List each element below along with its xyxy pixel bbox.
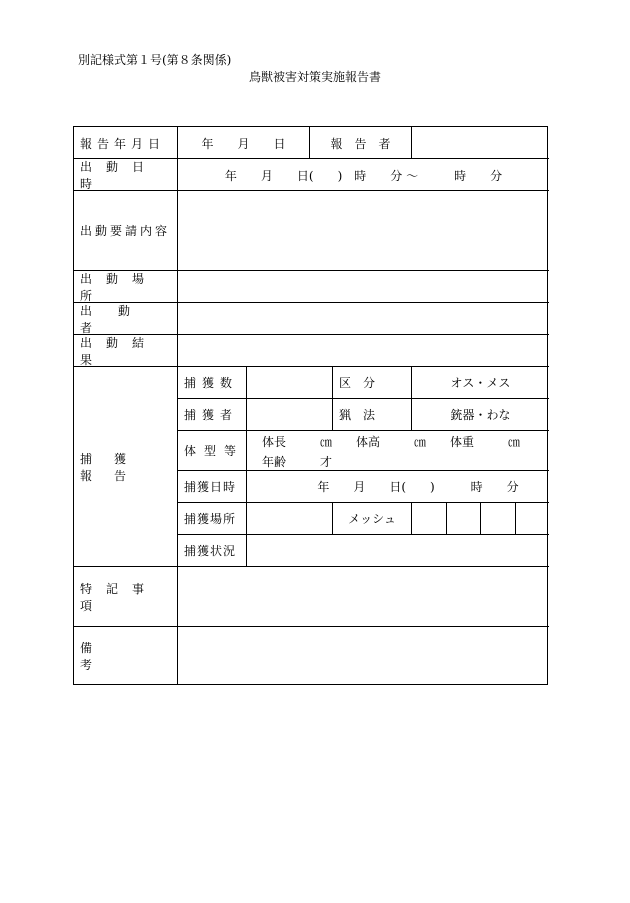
body-weight-unit: ㎝ [508, 435, 521, 449]
dispatcher-field[interactable] [177, 302, 549, 334]
dispatch-request-field[interactable] [177, 190, 549, 270]
dispatch-result-label-text: 出動結果 [80, 335, 159, 367]
capture-report-label [74, 366, 177, 566]
capture-status-field[interactable] [246, 534, 549, 566]
special-notes-label [74, 566, 177, 626]
body-height-unit: ㎝ [414, 435, 427, 449]
capture-place-label-text: 捕獲場所 [184, 512, 237, 526]
capture-datetime-label [177, 470, 246, 502]
mesh-cell-1[interactable] [411, 502, 446, 534]
dispatch-request-label [74, 190, 177, 270]
dispatch-datetime-value: 年 月 日( ) 時 分 〜 時 分 [224, 168, 503, 183]
capture-count-label [177, 366, 246, 398]
dispatcher-label [74, 302, 177, 334]
sex-field[interactable] [411, 366, 549, 398]
remarks-label-text: 備考 [80, 640, 163, 672]
capture-datetime-label-text: 捕獲日時 [184, 480, 237, 494]
mesh-cell-4[interactable] [515, 502, 549, 534]
report-date-value: 年 月 日 [201, 136, 286, 151]
dispatch-place-field[interactable] [177, 270, 549, 302]
mesh-cell-2[interactable] [446, 502, 480, 534]
category-label [332, 366, 411, 398]
report-date-label [74, 127, 177, 159]
report-form-table [73, 126, 548, 685]
reporter-label-text: 報 告 者 [330, 136, 391, 151]
method-label-text: 猟 法 [339, 408, 376, 422]
mesh-cell-3[interactable] [480, 502, 515, 534]
reporter-label [309, 127, 411, 159]
capturer-field[interactable] [246, 398, 332, 430]
capture-status-label [177, 534, 246, 566]
capture-count-field[interactable] [246, 366, 332, 398]
capture-count-label-text: 捕獲数 [184, 376, 239, 390]
body-type-label-text: 体型等 [184, 444, 245, 458]
body-type-label [177, 430, 246, 470]
special-notes-label-text: 特記事項 [80, 581, 159, 613]
dispatcher-label-text: 出動者 [80, 303, 157, 335]
capturer-label [177, 398, 246, 430]
report-date-label-text: 報告年月日 [80, 136, 166, 151]
body-length-label: 体長 [262, 435, 287, 449]
category-label-text: 区 分 [339, 376, 376, 390]
special-notes-field[interactable] [177, 566, 549, 626]
remarks-label [74, 626, 177, 684]
age-label: 年齢 [262, 455, 287, 469]
method-field[interactable] [411, 398, 549, 430]
capturer-label-text: 捕獲者 [184, 408, 239, 422]
capture-datetime-value: 年 月 日( ) 時 分 [317, 480, 519, 494]
form-number-label: 別記様式第１号(第８条関係) [78, 53, 232, 67]
mesh-label-text: メッシュ [348, 512, 396, 526]
body-weight-label: 体重 [450, 435, 475, 449]
dispatch-datetime-label [74, 158, 177, 191]
dispatch-datetime-field[interactable] [177, 158, 549, 191]
reporter-field[interactable] [411, 127, 549, 159]
capture-datetime-field[interactable] [246, 470, 549, 502]
age-unit: 才 [320, 455, 333, 469]
capture-status-label-text: 捕獲状況 [184, 544, 237, 558]
sex-value: オス・メス [450, 376, 511, 390]
body-measurements-field[interactable] [246, 430, 549, 470]
body-height-label: 体高 [356, 435, 381, 449]
capture-place-label [177, 502, 246, 534]
capture-place-field[interactable] [246, 502, 332, 534]
mesh-label [332, 502, 411, 534]
dispatch-result-field[interactable] [177, 334, 549, 366]
dispatch-place-label [74, 270, 177, 302]
body-length-unit: ㎝ [320, 435, 333, 449]
remarks-field[interactable] [177, 626, 549, 684]
method-value: 銃器・わな [450, 408, 511, 422]
capture-report-label-text: 捕獲報告 [80, 451, 149, 483]
method-label [332, 398, 411, 430]
dispatch-place-label-text: 出動場所 [80, 271, 159, 303]
dispatch-datetime-label-text: 出動日時 [80, 160, 159, 191]
report-date-field[interactable] [177, 127, 309, 159]
dispatch-result-label [74, 334, 177, 366]
document-title: 鳥獣被害対策実施報告書 [248, 70, 381, 84]
dispatch-request-label-text: 出動要請内容 [80, 224, 171, 238]
